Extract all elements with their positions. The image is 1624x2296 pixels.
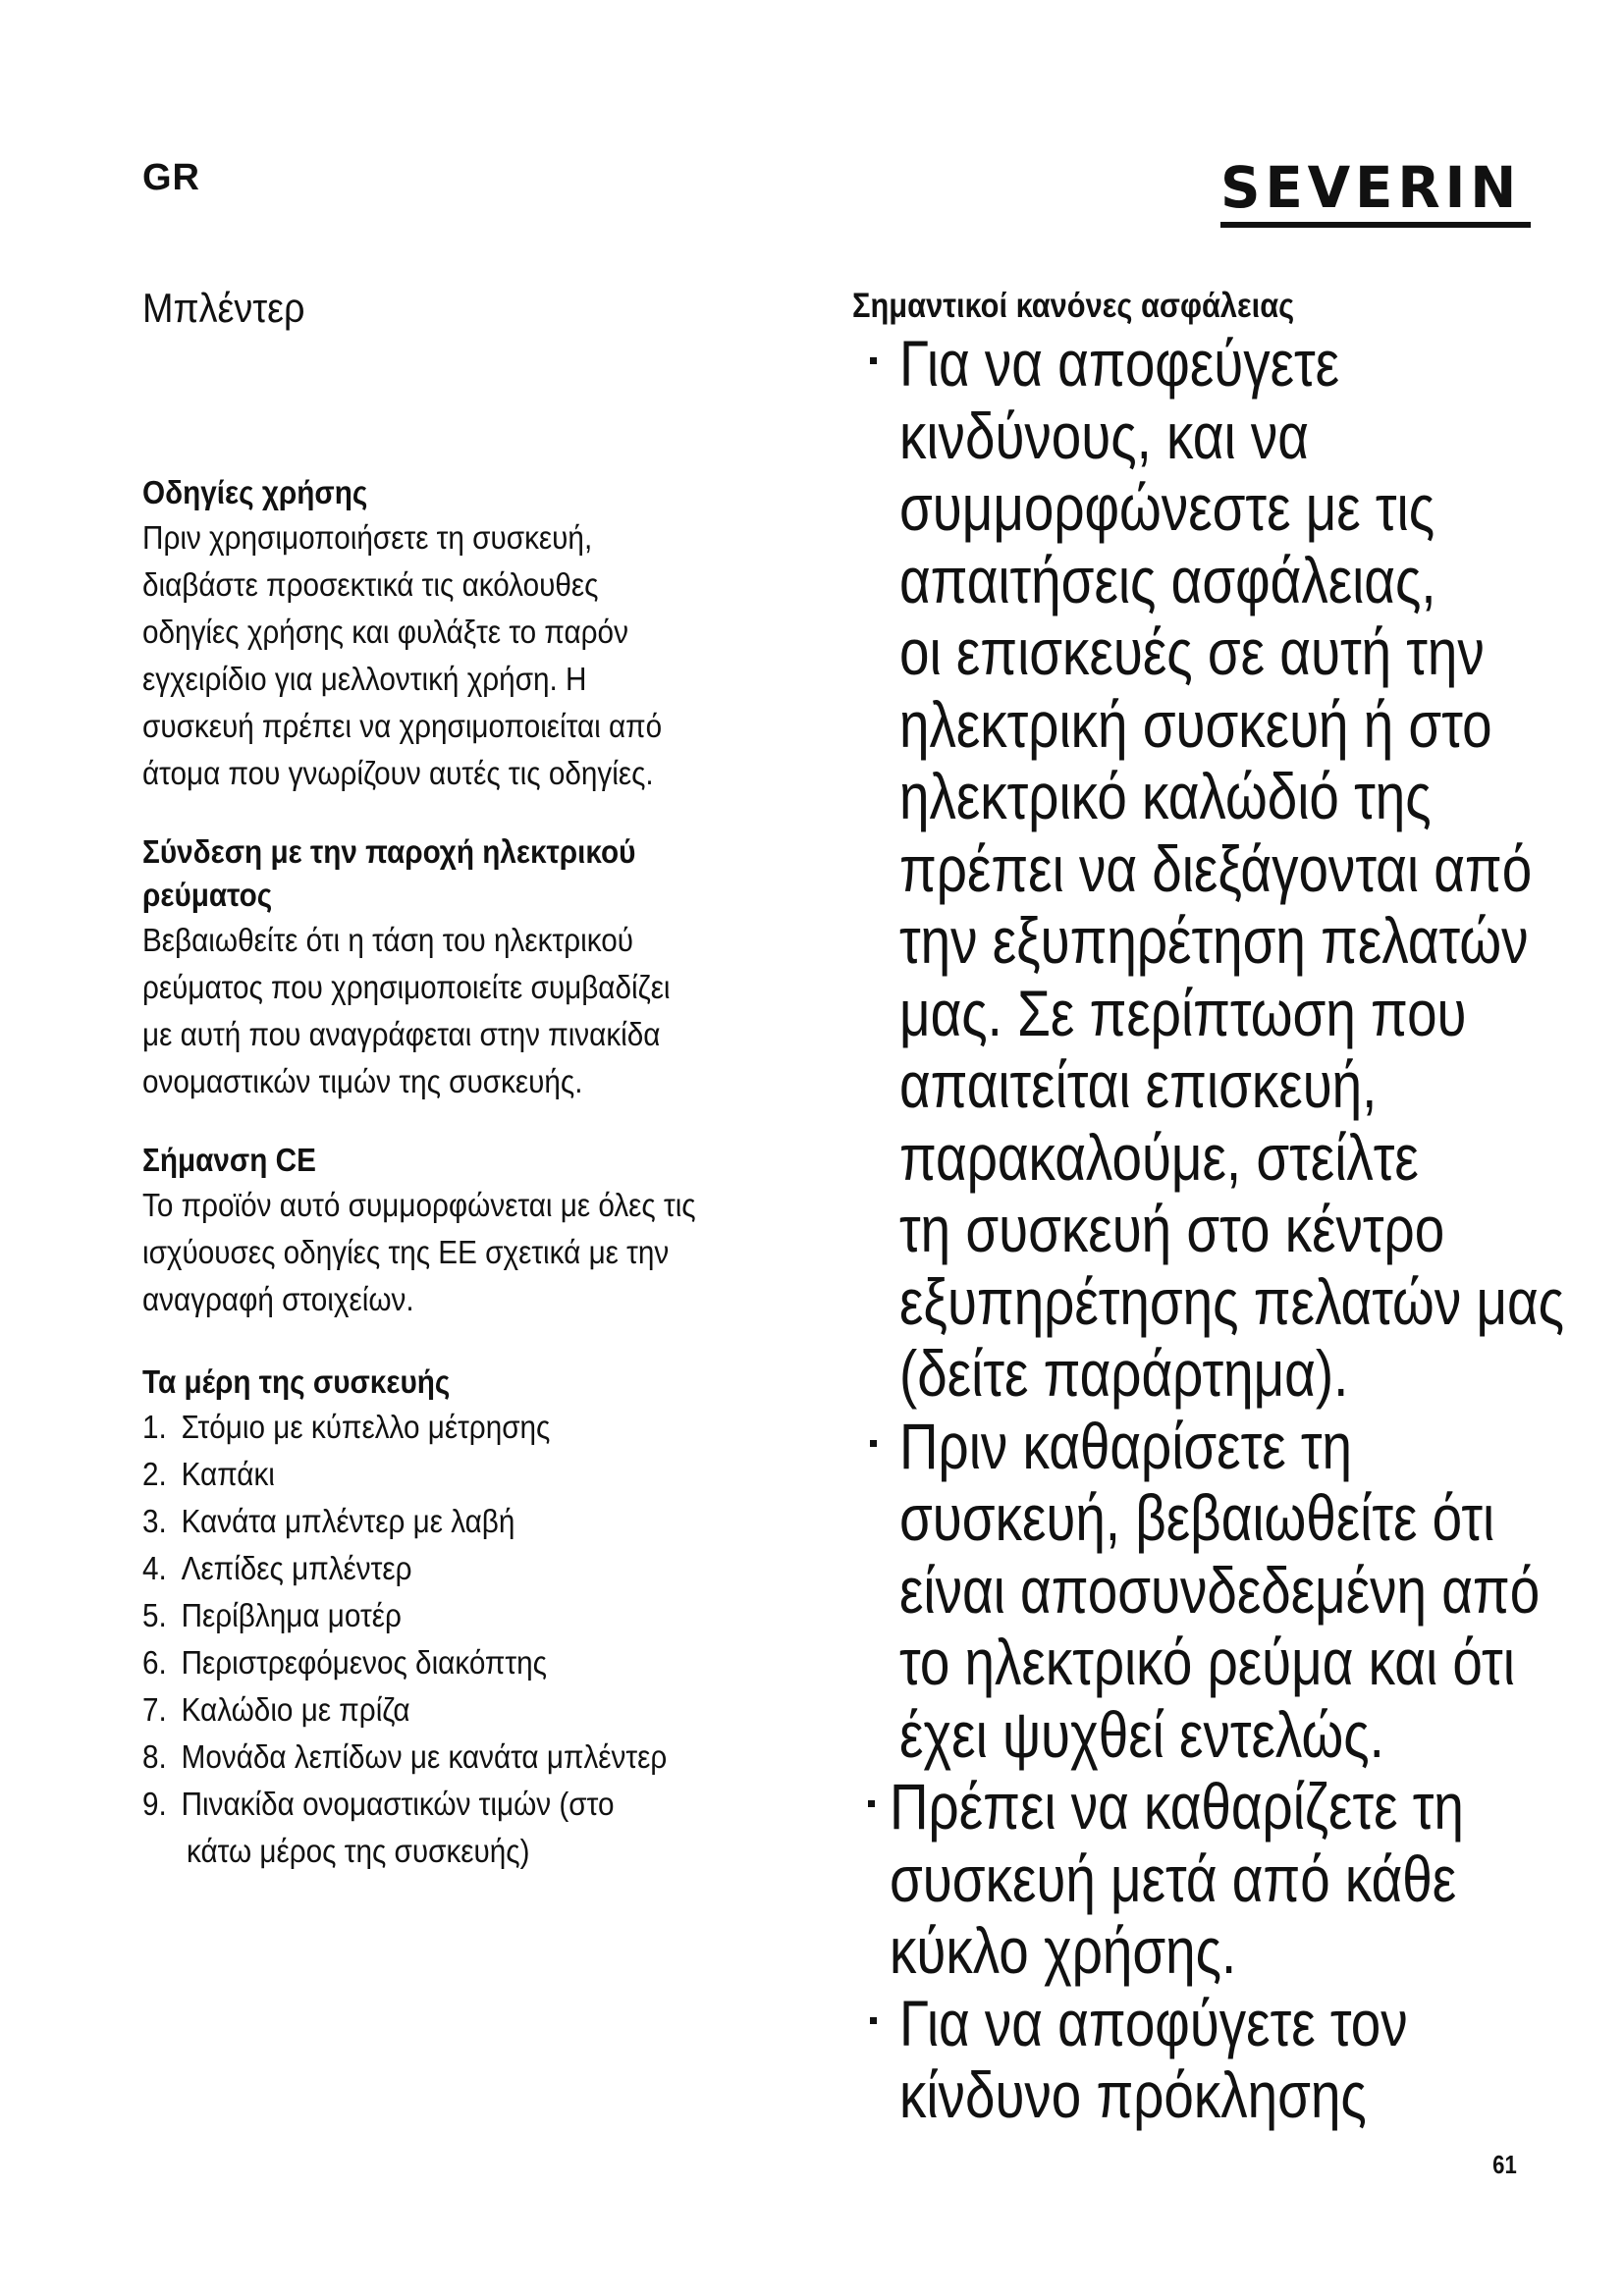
list-item xyxy=(142,1592,752,1639)
item-text: κάτω μέρος της συσκευής) xyxy=(187,1833,530,1869)
text-line: Πρέπει να καθαρίζετε τη xyxy=(890,1770,1464,1842)
text-line: παρακαλούμε, στείλτε xyxy=(899,1120,1419,1194)
text-line: άτομα που γνωρίζουν αυτές τις οδηγίες. xyxy=(142,755,654,791)
text-line: Πριν καθαρίσετε τη xyxy=(899,1409,1352,1482)
item-number: 6. xyxy=(142,1644,167,1681)
page-title: Μπλέντερ xyxy=(142,285,305,331)
heading-line: Σύνδεση με την παροχή ηλεκτρικού xyxy=(142,833,636,870)
item-number: 1. xyxy=(142,1409,167,1445)
safety-rule xyxy=(852,327,1565,1411)
safety-rule xyxy=(852,1411,1540,1772)
parts-list xyxy=(142,1404,752,1875)
list-item-continuation xyxy=(142,1828,752,1875)
item-text: Λεπίδες μπλέντερ xyxy=(181,1550,412,1586)
list-item xyxy=(142,1545,752,1592)
item-text: Περίβλημα μοτέρ xyxy=(181,1597,402,1633)
instructions-section xyxy=(142,471,820,797)
item-number: 4. xyxy=(142,1550,167,1586)
text-line: πρέπει να διεξάγονται από xyxy=(899,831,1533,905)
list-item xyxy=(142,1498,752,1545)
text-line: εξυπηρέτησης πελατών μας xyxy=(899,1264,1565,1338)
power-connection-section xyxy=(142,830,820,1105)
text-line: με αυτή που αναγράφεται στην πινακίδα xyxy=(142,1016,661,1052)
text-line: απαιτήσεις ασφάλειας, xyxy=(899,543,1436,616)
text-line: ηλεκτρικό καλώδιό της xyxy=(899,760,1432,832)
text-line: κίνδυνο πρόκλησης xyxy=(899,2058,1367,2131)
safety-rule xyxy=(852,1988,1540,2132)
instructions-text xyxy=(142,514,814,797)
text-line: Το προϊόν αυτό συμμορφώνεται με όλες τις xyxy=(142,1187,696,1223)
text-line: συσκευή μετά από κάθε xyxy=(890,1842,1457,1915)
text-line: εγχειρίδιο για μελλοντική χρήση. Η xyxy=(142,661,587,697)
page-number: 61 xyxy=(1492,2150,1517,2179)
text-line: διαβάστε προσεκτικά τις ακόλουθες xyxy=(142,566,599,603)
text-line: κινδύνους, και να xyxy=(899,399,1309,472)
parts-heading: Τα μέρη της συσκευής xyxy=(142,1363,451,1400)
item-number: 8. xyxy=(142,1738,167,1775)
text-line: είναι αποσυνδεδεμένη από xyxy=(899,1553,1541,1627)
text-line: συσκευή, βεβαιωθείτε ότι xyxy=(899,1481,1495,1554)
list-item xyxy=(142,1404,752,1451)
brand-logo xyxy=(1220,154,1533,228)
text-line: Βεβαιωθείτε ότι η τάση του ηλεκτρικού xyxy=(142,922,633,958)
item-number: 3. xyxy=(142,1503,167,1539)
text-line: κύκλο χρήσης. xyxy=(890,1914,1237,1987)
text-line: συμμορφώνεστε με τις xyxy=(899,471,1435,544)
text-line: την εξυπηρέτηση πελατών xyxy=(899,904,1529,977)
list-item xyxy=(142,1734,752,1781)
text-line: Για να αποφύγετε τον xyxy=(899,1986,1408,2059)
text-line: οδηγίες χρήσης και φυλάξτε το παρόν xyxy=(142,614,628,650)
instructions-heading: Οδηγίες χρήσης xyxy=(142,474,368,510)
text-line: Πριν χρησιμοποιήσετε τη συσκευή, xyxy=(142,519,593,556)
bullet-icon xyxy=(868,1800,875,1807)
text-line: (δείτε παράρτημα). xyxy=(899,1337,1349,1410)
power-connection-heading xyxy=(142,830,752,917)
text-line: τη συσκευή στο κέντρο xyxy=(899,1193,1445,1265)
bullet-icon xyxy=(870,357,877,364)
text-line: ρεύματος που χρησιμοποιείτε συμβαδίζει xyxy=(142,969,671,1005)
language-code: GR xyxy=(142,157,200,198)
left-column xyxy=(142,275,820,1875)
text-line: συσκευή πρέπει να χρησιμοποιείται από xyxy=(142,708,663,744)
item-text: Στόμιο με κύπελλο μέτρησης xyxy=(181,1409,551,1445)
item-text: Καπάκι xyxy=(181,1456,275,1492)
text-line: έχει ψυχθεί εντελώς. xyxy=(899,1697,1384,1771)
safety-rules-list xyxy=(852,327,1565,2132)
bullet-icon xyxy=(870,2017,877,2024)
text-line: το ηλεκτρικό ρεύμα και ότι xyxy=(899,1626,1515,1698)
brand-wordmark: SEVERIN xyxy=(1220,154,1522,221)
safety-heading: Σημαντικοί κανόνες ασφάλειας xyxy=(852,287,1295,325)
text-line: απαιτείται επισκευή, xyxy=(899,1048,1378,1121)
text-line: μας. Σε περίπτωση που xyxy=(899,976,1467,1049)
text-line: ονομαστικών τιμών της συσκευής. xyxy=(142,1063,583,1099)
list-item xyxy=(142,1686,752,1734)
item-text: Καλώδιο με πρίζα xyxy=(181,1691,410,1728)
text-line: οι επισκευές σε αυτή την xyxy=(899,615,1485,688)
ce-marking-section xyxy=(142,1139,820,1323)
item-number: 7. xyxy=(142,1691,167,1728)
ce-marking-text xyxy=(142,1182,814,1323)
text-line: αναγραφή στοιχείων. xyxy=(142,1281,414,1317)
item-number: 5. xyxy=(142,1597,167,1633)
item-text: Πινακίδα ονομαστικών τιμών (στο xyxy=(181,1786,615,1822)
right-column xyxy=(852,275,1565,2132)
list-item xyxy=(142,1781,752,1828)
bullet-icon xyxy=(870,1440,877,1447)
item-text: Μονάδα λεπίδων με κανάτα μπλέντερ xyxy=(181,1738,668,1775)
heading-line: ρεύματος xyxy=(142,877,273,913)
item-text: Κανάτα μπλέντερ με λαβή xyxy=(181,1503,515,1539)
ce-marking-heading: Σήμανση CE xyxy=(142,1142,316,1178)
brand-underline xyxy=(1220,222,1531,228)
power-connection-text xyxy=(142,917,814,1105)
list-item xyxy=(142,1451,752,1498)
item-number: 9. xyxy=(142,1786,167,1822)
item-number: 2. xyxy=(142,1456,167,1492)
list-item xyxy=(142,1639,752,1686)
text-line: ισχύουσες οδηγίες της ΕΕ σχετικά με την xyxy=(142,1234,670,1270)
text-line: ηλεκτρική συσκευή ή στο xyxy=(899,687,1492,761)
safety-rule xyxy=(852,1771,1540,1988)
text-line: Για να αποφεύγετε xyxy=(899,327,1340,400)
parts-section xyxy=(142,1361,820,1875)
item-text: Περιστρεφόμενος διακόπτης xyxy=(181,1644,547,1681)
